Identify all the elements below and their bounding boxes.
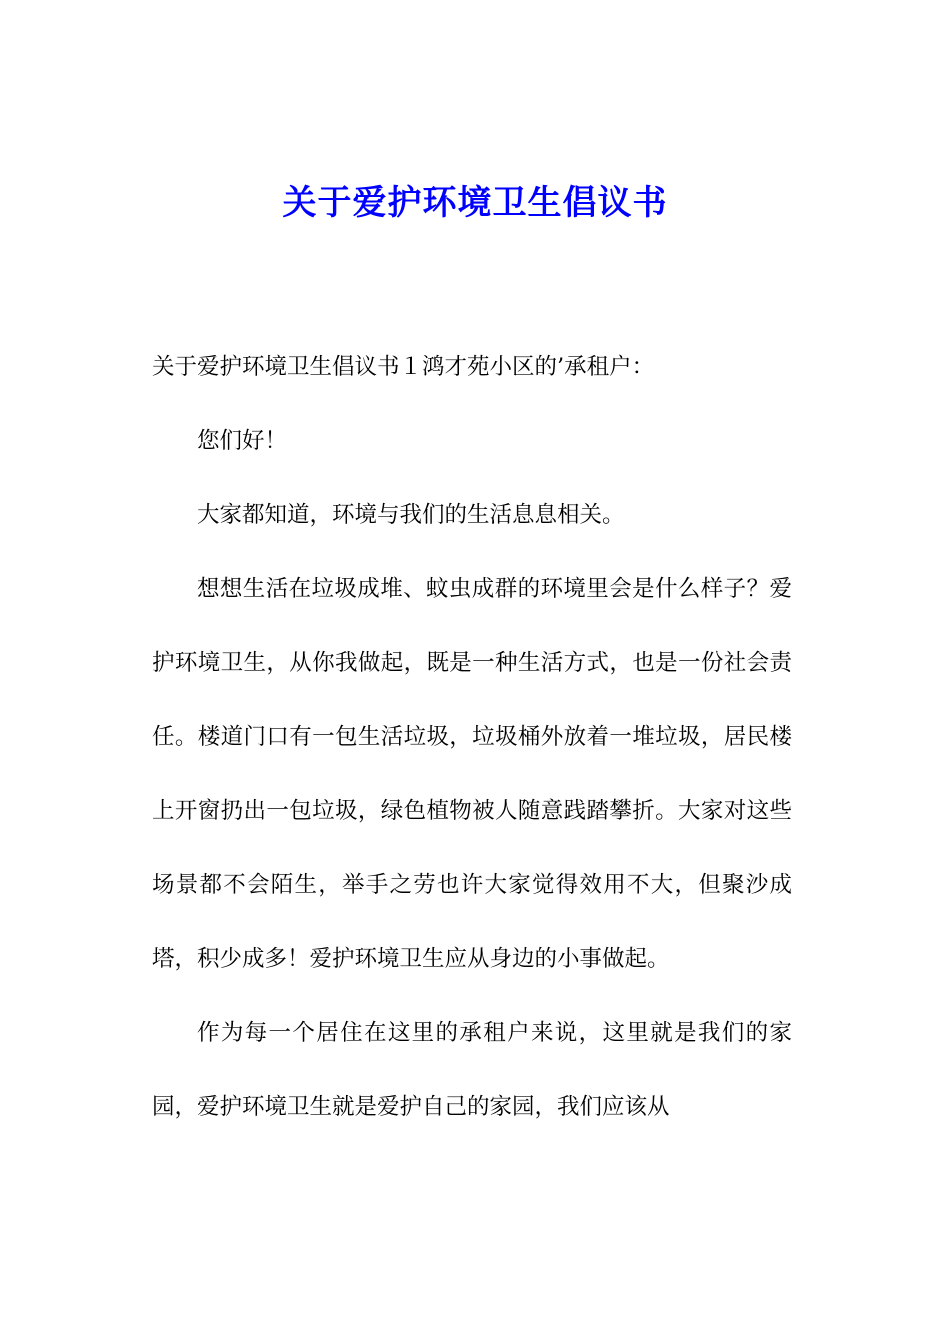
body-paragraph-home: 作为每一个居住在这里的承租户来说，这里就是我们的家园，爱护环境卫生就是爱护自己的家园，我们应该从 xyxy=(152,1020,792,1120)
document-title: 关于爱护环境卫生倡议书 xyxy=(282,183,668,223)
document-body xyxy=(152,330,792,1144)
body-paragraph-environment: 想想生活在垃圾成堆、蚊虫成群的环境里会是什么样子？爱护环境卫生，从你我做起，既是一种生活方式，也是一份社会责任。楼道门口有一包生活垃圾，垃圾桶外放着一堆垃圾，居民楼上开窗扔出一包垃圾，绿色植物被人随意践踏攀折。大家对这些场景都不会陌生，举手之劳也许大家觉得效用不大，但聚沙成塔，积少成多！爱护环境卫生应从身边的小事做起。 xyxy=(152,576,792,972)
salutation-line: 关于爱护环境卫生倡议书１鸿才苑小区的’承租户： xyxy=(152,354,655,380)
intro-paragraph: 大家都知道，环境与我们的生活息息相关。 xyxy=(197,502,625,528)
greeting-paragraph: 您们好！ xyxy=(197,428,288,454)
